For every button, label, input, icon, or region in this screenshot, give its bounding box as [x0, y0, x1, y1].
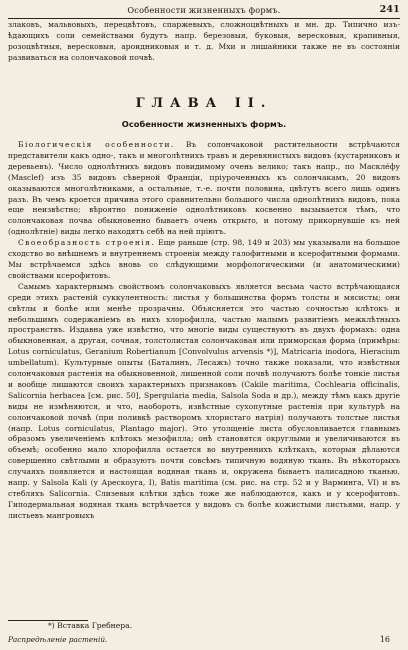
paragraph-text: Еще раньше (стр. 98, 149 и 203) мы указывали на большое сходство во внѣшнемъ и внутреннемъ строеніи между галофитными и ксерофитными формами. Мы встрѣчаемся здѣсь вновь со слѣдующими морфологическими (и анатомическими) свойствами ксерофитовъ.	[8, 238, 401, 280]
page-number: 241	[379, 4, 400, 15]
paragraph-text: Самымъ характернымъ свойствомъ солончаковыхъ является весьма часто встрѣчающаяся среди этихъ растеній суккулентность: листья у большинства формъ толсты и мясисты; они свѣтлы и болѣе или менѣе прозрачны. Объясняется это частью сочностью клѣтокъ и небольшимъ содержаніемъ въ нихъ хлорофилла, частью малымъ развитіемъ межклѣтныхъ пространствъ. Издавна уже извѣстно, что многіе виды существуютъ въ двухъ формахъ: одна обыкновенная, а другая, сочная, толстолистая солончаковая или приморская форма (примѣры: Lotus corniculatus, Geranium Robertianum [Convolvulus arvensis *)], Matricaria inodora, Hieracium umbellatum). Культурные опыты (Баталинъ, Лесажъ) точно также показали, что извѣстныя солончаковыя растенія на обыкновенной, лишенной соли почвѣ получаютъ болѣе тонкіе листья и вообще лишаются своихъ характерныхъ признаковъ (Cakile maritima, Cochlearia officinalis, Salicornia herbacea [см. рис. 50], Spergularia media, Salsola Soda и др.), между тѣмъ какъ другіе виды не измѣняются, и что, наоборотъ, извѣстные сухопутные растенія при культурѣ на солончаковой почвѣ (при поливкѣ растворомъ хлористаго натрія) получаютъ толстые листья (напр. Lotus corniculatus, Plantago major). Это утолщеніе листа обусловливается главнымъ образомъ увеличеніемъ клѣтокъ мезофилла; онѣ становятся округлыми и увеличиваются въ объемѣ; особенно мало хлорофилла остается во внутреннихъ клѣткахъ, которыя дѣлаются совершенно свѣтлыми и образуютъ почти совсѣмъ типичную водяную ткань. Въ нѣкоторыхъ случаяхъ появляется и настоящая водяная ткань и, окружена бываетъ палисадною тканью, напр. у Salsola Kali (у Арескоуга, I), Batis maritima (см. рис. на стр. 52 и у Варминга, VI) и въ стебляхъ Salicornia. Слизевыя клѣтки здѣсь тоже же наблюдаются, какъ и у ксерофитовъ. Гиподермальная водяная ткань встрѣчается у видовъ съ болѣе кожистыми листьями, напр. у листьевъ мангровыхъ	[8, 281, 400, 520]
running-head-title: Особенности жизненныхъ формъ.	[127, 5, 281, 15]
section-subtitle: Особенности жизненныхъ формъ.	[121, 119, 287, 129]
chapter-heading: ГЛАВА II.	[135, 96, 273, 111]
paragraph-lead: Біологическія особенности.	[18, 140, 175, 149]
paragraph-text: Въ солончаковой растительности встрѣчаются представители какъ одно-, такъ и многолѣтнихъ травъ и деревянистыхъ видовъ (кустарниковъ и деревьевъ). Число однолѣтнихъ видовъ повидимому очень велико; такъ напр., по Маскле́фу (Masclef) изъ 35 видовъ сѣверной Франціи, пріуроченныхъ къ солончакамъ, 20 видовъ оказываются многолѣтниками, а остальные, т.-е. почти половина, цвѣтутъ всего лишь одинъ разъ. Въ чемъ кроется причина этого сравнительно большого числа однолѣтнихъ видовъ, пока еще неизвѣстно; вѣроятно пониженіе однолѣтниковъ косвенно вызывается тѣмъ, что солончаковая почва обыкновенно бываетъ очень открыто, и потому прикорнувшіе къ ней (однолѣтніе) виды легко находятъ себѣ на ней пріютъ.	[8, 140, 400, 237]
page-footer	[8, 635, 400, 644]
footer-signature-number: 16	[379, 635, 390, 644]
paragraph	[8, 282, 400, 522]
intro-paragraph: злаковъ, мальвовыхъ, перецвѣтовъ, спаржевыхъ, сложноцвѣтныхъ и мн. др. Типично изъ-ѣдающихъ соли семействами будутъ напр. березовыя, буковыя, вересковыя, крапивныя, розоцвѣтныя, вересковыя, ароидниковыя и т. д. Мхи и лишайники также не въ состояніи развиваться на солончаковой почвѣ.	[8, 20, 400, 62]
paragraph-lead: Своеобразность строенія.	[18, 238, 156, 248]
paragraph	[8, 140, 400, 238]
paragraph	[8, 238, 400, 282]
body-text	[8, 140, 400, 522]
header-rule	[8, 18, 400, 19]
footer-signature-title: Распредѣленіе растеній.	[8, 635, 108, 644]
footnote: *) Вставка Гребнера.	[48, 621, 133, 630]
